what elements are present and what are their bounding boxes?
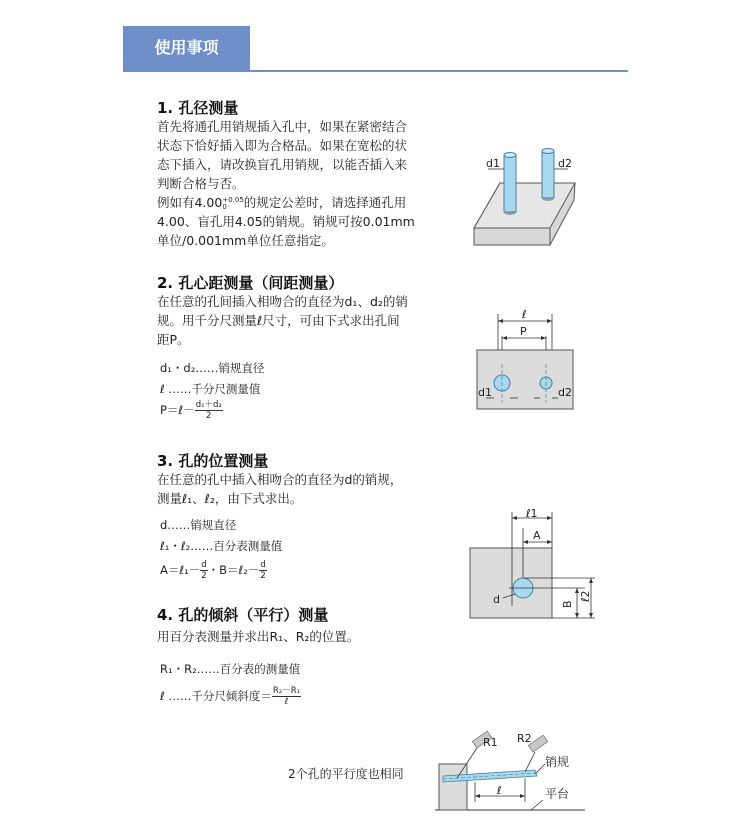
formula-ab [160, 560, 267, 581]
fraction-num: d [201, 560, 207, 570]
fraction-den: ℓ [284, 697, 289, 707]
table-label: 平台 [545, 787, 570, 801]
section-4-title: 4. 孔的倾斜（平行）测量 [157, 606, 329, 624]
section-1-text [157, 117, 415, 250]
fraction-num: d₁＋d₂ [195, 400, 222, 410]
def-d1-d2: d₁・d₂……销规直径 [160, 361, 265, 375]
text-line: 测量ℓ₁、ℓ₂，由下式求出。 [157, 491, 303, 506]
text-line: 判断合格与否。 [157, 176, 245, 191]
def-d: d……销规直径 [160, 518, 237, 532]
d-label: d [493, 593, 500, 606]
fraction [272, 686, 301, 707]
fraction [200, 560, 207, 581]
fraction-den: 2 [206, 411, 212, 421]
fraction-den: 2 [260, 571, 266, 581]
l2-label: ℓ2 [579, 590, 592, 602]
r1-label: R1 [483, 736, 498, 749]
parallel-caption: 2个孔的平行度也相同 [288, 767, 404, 781]
hole-pitch-figure [472, 304, 582, 414]
example-suffix: 的规定公差时，请选择通孔用 [243, 195, 407, 210]
def-l: ℓ ……千分尺测量值 [160, 382, 261, 396]
def-r1-r2: R₁・R₂……百分表的测量值 [160, 662, 301, 676]
section-4-text [157, 627, 359, 646]
section-tabbar [123, 26, 628, 72]
formula-lhs: P＝ℓ－ [160, 403, 195, 417]
r2-label: R2 [517, 732, 532, 745]
section-1-title: 1. 孔径测量 [157, 99, 239, 117]
l-label: ℓ [522, 308, 527, 321]
def-l1-l2: ℓ₁・ℓ₂……百分表测量值 [160, 539, 283, 553]
b-label: B [561, 600, 574, 608]
text-line: 在任意的孔中插入相吻合的直径为d的销规， [157, 472, 403, 487]
example-prefix: 例如有4.00 [157, 195, 223, 210]
usage-tab[interactable]: 使用事项 [123, 26, 250, 70]
hole-position-figure [465, 506, 600, 624]
formula-lhs: ℓ ……千分尺倾斜度＝ [160, 689, 272, 703]
text-line: 用百分表测量并求出R₁、R₂的位置。 [157, 629, 360, 644]
hole-diameter-figure [470, 140, 590, 250]
formula-a-lhs: A＝ℓ₁－ [160, 563, 201, 577]
text-line: 距P。 [157, 332, 190, 347]
a-label: A [533, 529, 541, 542]
fraction [195, 400, 223, 421]
l1-label: ℓ1 [526, 507, 538, 520]
section-3-text [157, 470, 402, 508]
formula-tilt [160, 686, 301, 707]
d1-label: d1 [486, 157, 500, 170]
tol-upper: +0.05 [222, 195, 244, 204]
pin-label: 销规 [545, 755, 570, 769]
tol-lower: 0 [222, 202, 227, 211]
l-label: ℓ [497, 784, 502, 797]
text-line: 规。用千分尺测量ℓ尺寸，可由下式求出孔间 [157, 313, 400, 328]
section-3-title: 3. 孔的位置测量 [157, 452, 269, 470]
section-2-title: 2. 孔心距测量（间距测量） [157, 274, 344, 292]
section-2-text [157, 292, 408, 349]
fraction-den: 2 [201, 571, 207, 581]
fraction-num: d [260, 560, 266, 570]
text-line: 4.00、盲孔用4.05的销规。销规可按0.01mm [157, 214, 415, 229]
text-line: 在任意的孔间插入相吻合的直径为d₁、d₂的销 [157, 294, 408, 309]
p-label: P [520, 325, 527, 338]
fraction [259, 560, 266, 581]
formula-sep: ・B＝ℓ₂－ [207, 563, 260, 577]
formula-p [160, 400, 223, 421]
fraction-num: R₂－R₁ [272, 686, 301, 696]
text-line: 首先将通孔用销规插入孔中，如果在紧密结合 [157, 119, 408, 134]
hole-tilt-figure [435, 730, 605, 820]
d2-label: d2 [558, 157, 572, 170]
text-line: 态下插入，请改换盲孔用销规，以能否插入来 [157, 157, 408, 172]
d2-label: d2 [558, 386, 572, 399]
d1-label: d1 [478, 386, 492, 399]
text-line: 状态下恰好插入即为合格品。如果在宽松的状 [157, 138, 408, 153]
tolerance-line [157, 193, 415, 212]
text-line: 单位/0.001mm单位任意指定。 [157, 233, 334, 248]
